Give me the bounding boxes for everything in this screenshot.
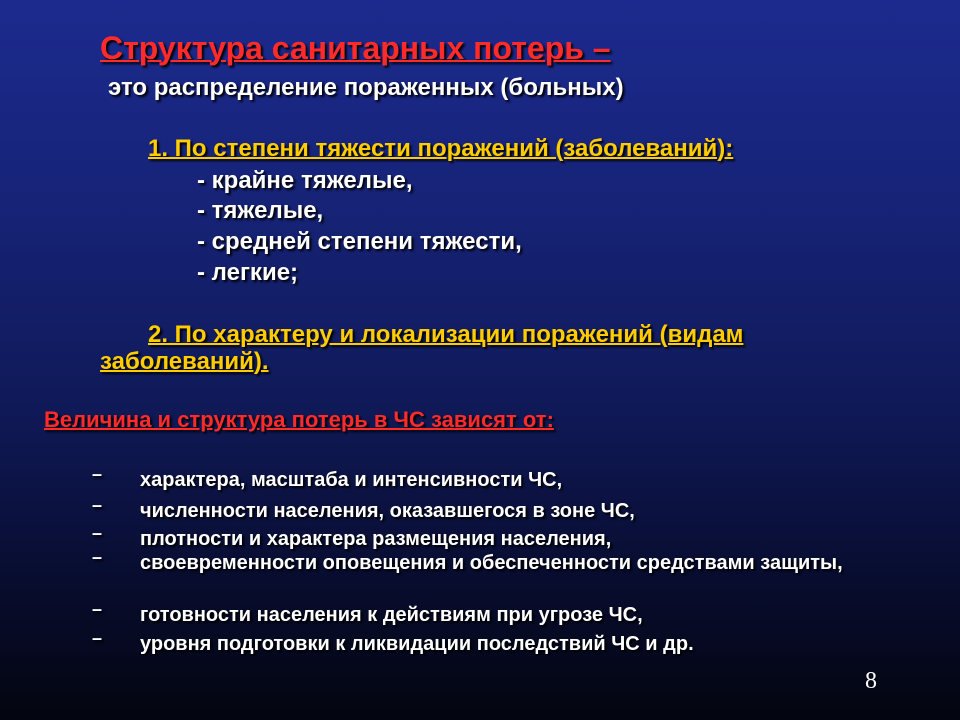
- dash-bullet: –: [92, 523, 103, 543]
- severity-item: - крайне тяжелые,: [197, 167, 413, 194]
- factor-text: своевременности оповещения и обеспеченности средствами защиты,: [140, 552, 843, 574]
- slide-subtitle: это распределение пораженных (больных): [108, 74, 624, 101]
- severity-item: - тяжелые,: [197, 197, 324, 224]
- factor-text: готовности населения к действиям при угрозе ЧС,: [140, 604, 643, 626]
- dash-bullet: –: [92, 464, 103, 484]
- factor-text: уровня подготовки к ликвидации последствий ЧС и др.: [140, 633, 694, 655]
- section-heading-character: 2. По характеру и локализации поражений (видам заболеваний).: [100, 321, 744, 375]
- factors-heading: Величина и структура потерь в ЧС зависят от:: [44, 407, 554, 432]
- section-heading-severity: 1. По степени тяжести поражений (заболеваний):: [148, 135, 734, 162]
- factor-text: характера, масштаба и интенсивности ЧС,: [140, 469, 563, 491]
- dash-bullet: –: [92, 547, 103, 567]
- dash-bullet: –: [92, 495, 103, 515]
- slide-title: Структура санитарных потерь –: [100, 30, 611, 66]
- factor-text: численности населения, оказавшегося в зоне ЧС,: [140, 500, 635, 522]
- dash-bullet: –: [92, 599, 103, 619]
- dash-bullet: –: [92, 628, 103, 648]
- page-number: 8: [865, 668, 877, 694]
- factor-text: плотности и характера размещения населения,: [140, 528, 612, 550]
- severity-item: - средней степени тяжести,: [197, 228, 522, 255]
- severity-item: - легкие;: [197, 259, 299, 286]
